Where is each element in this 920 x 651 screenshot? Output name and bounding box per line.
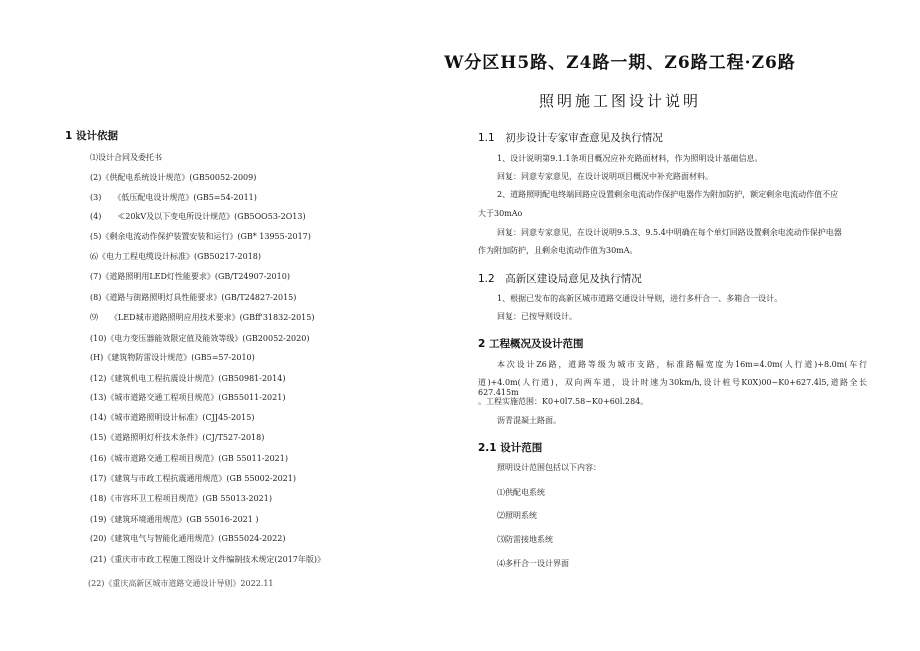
list-item: ⑷多杆合一设计界面 [497, 559, 569, 568]
document-title: W分区H5路、Z4路一期、Z6路工程·Z6路 [444, 53, 796, 73]
paragraph: 大于30mAo [478, 209, 523, 218]
paragraph: 回复：已按导则设计。 [497, 312, 577, 321]
reference-item: (8)《道路与街路照明灯具性能要求》(GB/T24827-2015) [90, 293, 297, 302]
paragraph: 照明设计范围包括以下内容： [497, 463, 601, 472]
section-heading-1-1: 1.1 初步设计专家审查意见及执行情况 [478, 132, 663, 144]
list-item: ⑵照明系统 [497, 511, 537, 520]
section-heading-1-2: 1.2 高新区建设局意见及执行情况 [478, 273, 642, 285]
reference-item: (5)《剩余电流动作保护装置安装和运行》(GB* 13955-2017) [90, 232, 311, 241]
document-subtitle: 照明施工图设计说明 [538, 92, 701, 110]
paragraph: 本次设计Z6路，道路等级为城市支路，标准路幅宽度为16m=4.0m(人行道)+8.0m(车行 [497, 360, 867, 369]
section-heading-2: 2 工程概况及设计范围 [478, 338, 584, 350]
reference-item: ⑴设计合同及委托书 [90, 153, 162, 162]
paragraph: 回复：同意专家意见，在设计说明9.5.3、9.5.4中明确在每个单灯回路设置剩余电流动作保护电器 [497, 228, 842, 237]
reference-item: (21)《重庆市市政工程施工图设计文件编制技术规定(2017年版)》 [90, 555, 326, 564]
reference-item: (3) 《低压配电设计规范》(GB5=54-2011) [90, 193, 257, 202]
reference-item: (14)《城市道路照明设计标准》(CJJ45-2015) [90, 413, 255, 422]
paragraph: 回复：同意专家意见，在设计说明项目概况中补充路面材料。 [497, 172, 713, 181]
paragraph: 2、道路照明配电终端回路应设置剩余电流动作保护电器作为附加防护，额定剩余电流动作值不应 [497, 190, 839, 199]
paragraph: 1、设计说明第9.1.1条项目概况应补充路面材料，作为照明设计基础信息。 [497, 154, 763, 163]
list-item: ⑶防雷接地系统 [497, 535, 553, 544]
reference-item: (13)《城市道路交通工程项目规范》(GB55011-2021) [90, 393, 286, 402]
paragraph: 沥青混凝土路面。 [497, 416, 561, 425]
reference-item: (10)《电力变压器能效限定值及能效等级》(GB20052-2020) [90, 334, 310, 343]
reference-item: (2)《供配电系统设计规范》(GB50052-2009) [90, 173, 257, 182]
reference-item: (16)《城市道路交通工程项目规范》(GB 55011-2021) [90, 454, 288, 463]
reference-item: ⑼ 《LED城市道路照明应用技术要求》(GBff'31832-2015) [90, 313, 315, 322]
paragraph: 作为附加防护，且剩余电流动作值为30mA。 [478, 246, 638, 255]
reference-item: (18)《市容环卫工程项目规范》(GB 55013-2021) [90, 494, 272, 503]
reference-item: (17)《建筑与市政工程抗震通用规范》(GB 55002-2021) [90, 474, 296, 483]
reference-item: (20)《建筑电气与智能化通用规范》(GB55024-2022) [90, 534, 286, 543]
reference-item: (19)《建筑环境通用规范》(GB 55016-2021 ) [90, 515, 259, 524]
section-heading-2-1: 2.1 设计范围 [478, 442, 543, 454]
paragraph: 1、根据已发布的高新区城市道路交通设计导则，进行多杆合一、多箱合一设计。 [497, 294, 783, 303]
reference-item: (H)《建筑物防雷设计规范》(GB5=57-2010) [90, 353, 255, 362]
reference-item: ⑹《电力工程电缆设计标准》(GB50217-2018) [90, 252, 262, 261]
paragraph: 道)+4.0m(人行道)，双向两车道，设计时速为30km/h,设计桩号K0X)00~K0+627.4l5,道路全长627.415m [478, 378, 867, 397]
section-heading-design-basis: 1 设计依据 [65, 130, 118, 142]
reference-item-clipped-text: (22)《重庆高新区城市道路交通设计导则》2022.11 [88, 579, 274, 588]
list-item: ⑴供配电系统 [497, 488, 545, 497]
reference-item: (4) ≪20kV及以下变电所设计规范》(GB5OO53-2O13) [90, 212, 306, 221]
reference-item: (7)《道路照明用LED灯性能要求》(GB/T24907-2010) [90, 272, 290, 281]
reference-item: (15)《道路照明灯杆技术条件》(CJ/T527-2018) [90, 433, 265, 442]
reference-item-clipped [88, 572, 388, 588]
reference-item: (12)《建筑机电工程抗震设计规范》(GB50981-2014) [90, 374, 286, 383]
paragraph: 。工程实施范围：K0+0l7.58~K0+60l.284。 [478, 397, 649, 406]
